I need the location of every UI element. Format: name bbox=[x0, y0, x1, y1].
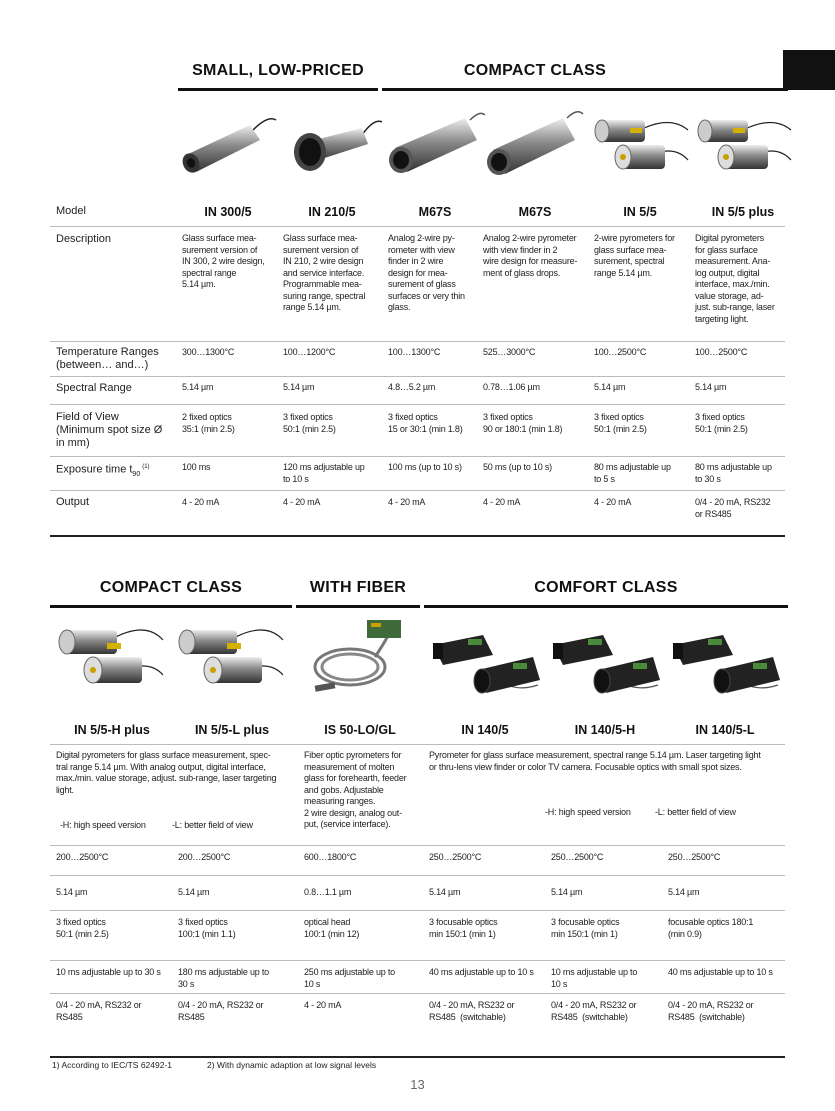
exposure-subscript: 90 bbox=[132, 470, 141, 478]
temperature-cell: 600…1800°C bbox=[304, 852, 357, 862]
table-divider bbox=[50, 910, 785, 911]
exposure-cell: 180 ms adjustable up to 30 s bbox=[178, 967, 269, 989]
description-note-h: -H: high speed version bbox=[60, 820, 146, 830]
product-image-in-140-5-h bbox=[548, 625, 663, 705]
spectral-cell: 5.14 µm bbox=[668, 887, 700, 897]
table-divider bbox=[50, 376, 785, 377]
description-cell: Analog 2-wire py- rometer with view finder in 2 wire design for mea- surement of glass surfaces or very thin glass. bbox=[388, 233, 465, 312]
temperature-cell: 300…1300°C bbox=[182, 347, 235, 357]
row-label-description: Description bbox=[56, 233, 112, 245]
page-number: 13 bbox=[410, 1077, 425, 1092]
section-title-compact-class: COMPACT CLASS bbox=[463, 62, 607, 79]
description-cell: Analog 2-wire pyrometer with view finder in 2 wire design for measure- ment of glass drops. bbox=[483, 233, 578, 278]
output-cell: 4 - 20 mA bbox=[182, 497, 220, 507]
section-title-small-low-priced: SMALL, LOW-PRICED bbox=[192, 62, 364, 79]
model-name: IN 5/5-H plus bbox=[74, 723, 150, 737]
output-cell: 0/4 - 20 mA, RS232 or RS485 bbox=[695, 497, 771, 519]
model-name: IN 5/5 bbox=[623, 205, 657, 219]
row-label-field-of-view: Field of View (Minimum spot size Ø in mm) bbox=[56, 411, 163, 449]
description-note-l: -L: better field of view bbox=[655, 807, 736, 817]
section-title-comfort-class: COMFORT CLASS bbox=[534, 579, 678, 596]
model-name: IN 300/5 bbox=[204, 205, 252, 219]
table-divider bbox=[50, 845, 785, 846]
spectral-cell: 5.14 µm bbox=[551, 887, 583, 897]
spectral-cell: 5.14 µm bbox=[283, 382, 315, 392]
exposure-cell: 40 ms adjustable up to 10 s bbox=[429, 967, 534, 977]
temperature-cell: 200…2500°C bbox=[56, 852, 109, 862]
footnote-1: 1) According to IEC/TS 62492-1 bbox=[52, 1060, 173, 1070]
fov-cell: 3 fixed optics 50:1 (min 2.5) bbox=[594, 412, 647, 434]
product-image-in-140-5-l bbox=[668, 625, 783, 705]
fov-cell: 3 fixed optics 50:1 (min 2.5) bbox=[56, 917, 109, 939]
model-name: IN 140/5-H bbox=[574, 723, 636, 737]
temperature-cell: 250…2500°C bbox=[551, 852, 604, 862]
product-image-in-210-5 bbox=[282, 100, 382, 190]
table-divider bbox=[50, 226, 785, 227]
product-image-in-5-5-l-plus bbox=[175, 615, 285, 700]
output-cell: 0/4 - 20 mA, RS232 or RS485 bbox=[178, 1000, 264, 1022]
table-divider bbox=[50, 490, 785, 491]
row-label-exposure-time bbox=[56, 461, 176, 481]
spectral-cell: 5.14 µm bbox=[178, 887, 210, 897]
product-image-m67s bbox=[385, 100, 485, 190]
section-title-compact-class: COMPACT CLASS bbox=[99, 579, 243, 596]
row-label-temperature: Temperature Ranges (between… and…) bbox=[56, 346, 159, 371]
exposure-cell: 250 ms adjustable up to 10 s bbox=[304, 967, 395, 989]
section-rule bbox=[296, 605, 420, 608]
product-image-in-5-5-plus bbox=[693, 110, 793, 190]
fov-cell: 2 fixed optics 35:1 (min 2.5) bbox=[182, 412, 235, 434]
description-cell-comfort: Pyrometer for glass surface measurement, spectral range 5.14 µm. Laser targeting light or thru-lens view finder or color TV camera. Focusable optics with small spot sizes. bbox=[429, 750, 761, 772]
row-label-output: Output bbox=[56, 496, 90, 508]
model-name: M67S bbox=[418, 205, 452, 219]
model-name: IN 210/5 bbox=[308, 205, 356, 219]
description-note-l: -L: better field of view bbox=[172, 820, 253, 830]
exposure-cell: 10 ms adjustable up to 10 s bbox=[551, 967, 638, 989]
spectral-cell: 5.14 µm bbox=[594, 382, 626, 392]
product-image-in-5-5-h-plus bbox=[55, 615, 165, 700]
fov-cell: 3 focusable optics min 150:1 (min 1) bbox=[429, 917, 498, 939]
temperature-cell: 100…2500°C bbox=[594, 347, 647, 357]
spectral-cell: 4.8…5.2 µm bbox=[388, 382, 436, 392]
temperature-cell: 250…2500°C bbox=[429, 852, 482, 862]
table-divider bbox=[50, 456, 785, 457]
exposure-cell: 50 ms (up to 10 s) bbox=[483, 462, 552, 472]
fov-cell: optical head 100:1 (min 12) bbox=[304, 917, 360, 939]
table-divider bbox=[50, 341, 785, 342]
fov-cell: focusable optics 180:1 (min 0.9) bbox=[668, 917, 754, 939]
spectral-cell: 5.14 µm bbox=[429, 887, 461, 897]
footnote-ref: (1) bbox=[142, 464, 150, 470]
output-cell: 0/4 - 20 mA, RS232 or RS485 (switchable) bbox=[551, 1000, 637, 1022]
output-cell: 4 - 20 mA bbox=[304, 1000, 342, 1010]
temperature-cell: 100…1300°C bbox=[388, 347, 441, 357]
model-name: IS 50-LO/GL bbox=[324, 723, 396, 737]
fov-cell: 3 fixed optics 50:1 (min 2.5) bbox=[283, 412, 336, 434]
temperature-cell: 525…3000°C bbox=[483, 347, 536, 357]
product-image-in-140-5 bbox=[428, 625, 543, 705]
model-name: IN 140/5-L bbox=[695, 723, 755, 737]
row-label-model: Model bbox=[56, 205, 86, 217]
spectral-cell: 5.14 µm bbox=[695, 382, 727, 392]
product-image-is-50-lo-gl bbox=[305, 612, 420, 700]
description-cell: Digital pyrometers for glass surface measurement. Ana- log output, digital interface, max./min. value storage, ad- just. sub-range, laser targeting light. bbox=[695, 233, 775, 324]
table-divider bbox=[50, 875, 785, 876]
description-cell: 2-wire pyrometers for glass surface mea- surement, spectral range 5.14 µm. bbox=[594, 233, 675, 278]
description-note-h: -H: high speed version bbox=[545, 807, 631, 817]
row-label-spectral-range: Spectral Range bbox=[56, 382, 132, 394]
product-image-in-5-5 bbox=[590, 110, 690, 190]
temperature-cell: 100…1200°C bbox=[283, 347, 336, 357]
output-cell: 0/4 - 20 mA, RS232 or RS485 bbox=[56, 1000, 142, 1022]
section-rule bbox=[50, 605, 292, 608]
table-divider bbox=[50, 960, 785, 961]
spectral-cell: 5.14 µm bbox=[182, 382, 214, 392]
product-image-in-300-5 bbox=[178, 100, 278, 190]
section-title-with-fiber: WITH FIBER bbox=[309, 579, 407, 596]
table-bottom-rule bbox=[50, 535, 785, 537]
exposure-cell: 80 ms adjustable up to 30 s bbox=[695, 462, 772, 484]
model-name: IN 5/5-L plus bbox=[194, 723, 270, 737]
output-cell: 4 - 20 mA bbox=[594, 497, 632, 507]
table-divider bbox=[50, 993, 785, 994]
exposure-cell: 100 ms bbox=[182, 462, 211, 472]
temperature-cell: 250…2500°C bbox=[668, 852, 721, 862]
description-cell-fiber: Fiber optic pyrometers for measurement of molten glass for forehearth, feeder and gobs. Adjustable measuring ranges. 2 wire design, analog out- put, (service interface). bbox=[304, 750, 407, 829]
model-name: IN 5/5 plus bbox=[711, 205, 775, 219]
section-rule bbox=[424, 605, 788, 608]
product-image-m67s-drops bbox=[485, 100, 585, 190]
section-rule bbox=[178, 88, 378, 91]
model-name: M67S bbox=[518, 205, 552, 219]
exposure-label-text: Exposure time t bbox=[56, 463, 133, 476]
spectral-cell: 0.78…1.06 µm bbox=[483, 382, 540, 392]
description-cell-compact: Digital pyrometers for glass surface measurement, spec- tral range 5.14 µm. With analog output, digital interface, max./min. value storage, adjust. sub-range, laser targeting light. bbox=[56, 750, 277, 795]
spectral-cell: 5.14 µm bbox=[56, 887, 88, 897]
description-cell: Glass surface mea- surement version of IN 210, 2 wire design and service interface. Programmable mea- suring range, spectral range 5.14 µm. bbox=[283, 233, 366, 312]
table-divider bbox=[50, 404, 785, 405]
table-divider bbox=[50, 744, 785, 745]
section-rule bbox=[382, 88, 788, 91]
model-name: IN 140/5 bbox=[461, 723, 509, 737]
output-cell: 4 - 20 mA bbox=[483, 497, 521, 507]
output-cell: 4 - 20 mA bbox=[283, 497, 321, 507]
fov-cell: 3 fixed optics 100:1 (min 1.1) bbox=[178, 917, 236, 939]
spectral-cell: 0.8…1.1 µm bbox=[304, 887, 352, 897]
description-cell: Glass surface mea- surement version of IN 300, 2 wire design, spectral range 5.14 µm. bbox=[182, 233, 265, 289]
temperature-cell: 200…2500°C bbox=[178, 852, 231, 862]
table-bottom-rule bbox=[50, 1056, 785, 1058]
fov-cell: 3 fixed optics 90 or 180:1 (min 1.8) bbox=[483, 412, 563, 434]
footnote-2: 2) With dynamic adaption at low signal levels bbox=[207, 1060, 377, 1070]
temperature-cell: 100…2500°C bbox=[695, 347, 748, 357]
exposure-cell: 120 ms adjustable up to 10 s bbox=[283, 462, 365, 484]
exposure-cell: 80 ms adjustable up to 5 s bbox=[594, 462, 671, 484]
exposure-cell: 10 ms adjustable up to 30 s bbox=[56, 967, 161, 977]
output-cell: 4 - 20 mA bbox=[388, 497, 426, 507]
output-cell: 0/4 - 20 mA, RS232 or RS485 (switchable) bbox=[668, 1000, 754, 1022]
exposure-cell: 100 ms (up to 10 s) bbox=[388, 462, 462, 472]
fov-cell: 3 fixed optics 15 or 30:1 (min 1.8) bbox=[388, 412, 463, 434]
chapter-tab-marker bbox=[783, 50, 835, 90]
exposure-cell: 40 ms adjustable up to 10 s bbox=[668, 967, 773, 977]
fov-cell: 3 focusable optics min 150:1 (min 1) bbox=[551, 917, 620, 939]
output-cell: 0/4 - 20 mA, RS232 or RS485 (switchable) bbox=[429, 1000, 515, 1022]
fov-cell: 3 fixed optics 50:1 (min 2.5) bbox=[695, 412, 748, 434]
